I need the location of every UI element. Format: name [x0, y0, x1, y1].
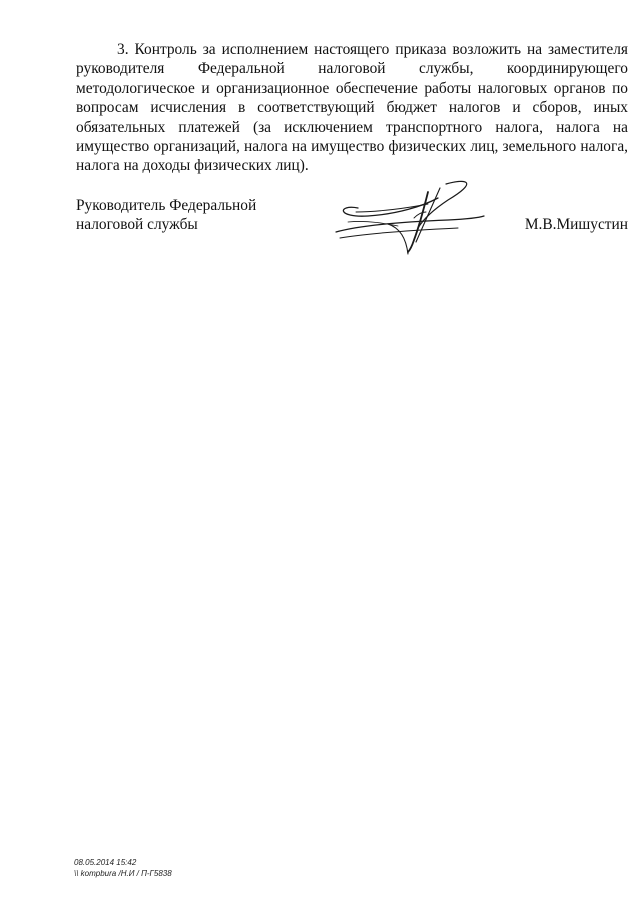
document-footer: [74, 857, 172, 879]
footer-timestamp: 08.05.2014 15:42: [74, 858, 137, 867]
signatory-position-line-2: налоговой службы: [76, 216, 198, 234]
handwritten-signature-icon: [328, 178, 498, 258]
signer-name: М.В.Мишустин: [524, 216, 628, 233]
signature-block: [76, 196, 628, 266]
paragraph-3: 3. Контроль за исполнением настоящего приказа возложить на заместителя руководителя Федеральной налоговой службы, координирующего методологическое и организационное обеспечение работы налоговых органов по вопросам исчисления в соответствующий бюджет налогов и сборов, иных обязательных платежей (за исключением транспортного налога, налога на имущество организаций, налога на имущество физических лиц, земельного налога, налога на доходы физических лиц).: [76, 41, 628, 175]
signatory-position-line-1: Руководитель Федеральной: [76, 197, 257, 214]
signatory-position: [76, 196, 256, 235]
footer-path: \\ kompbura /Н.И / П-Г5838: [74, 869, 172, 878]
